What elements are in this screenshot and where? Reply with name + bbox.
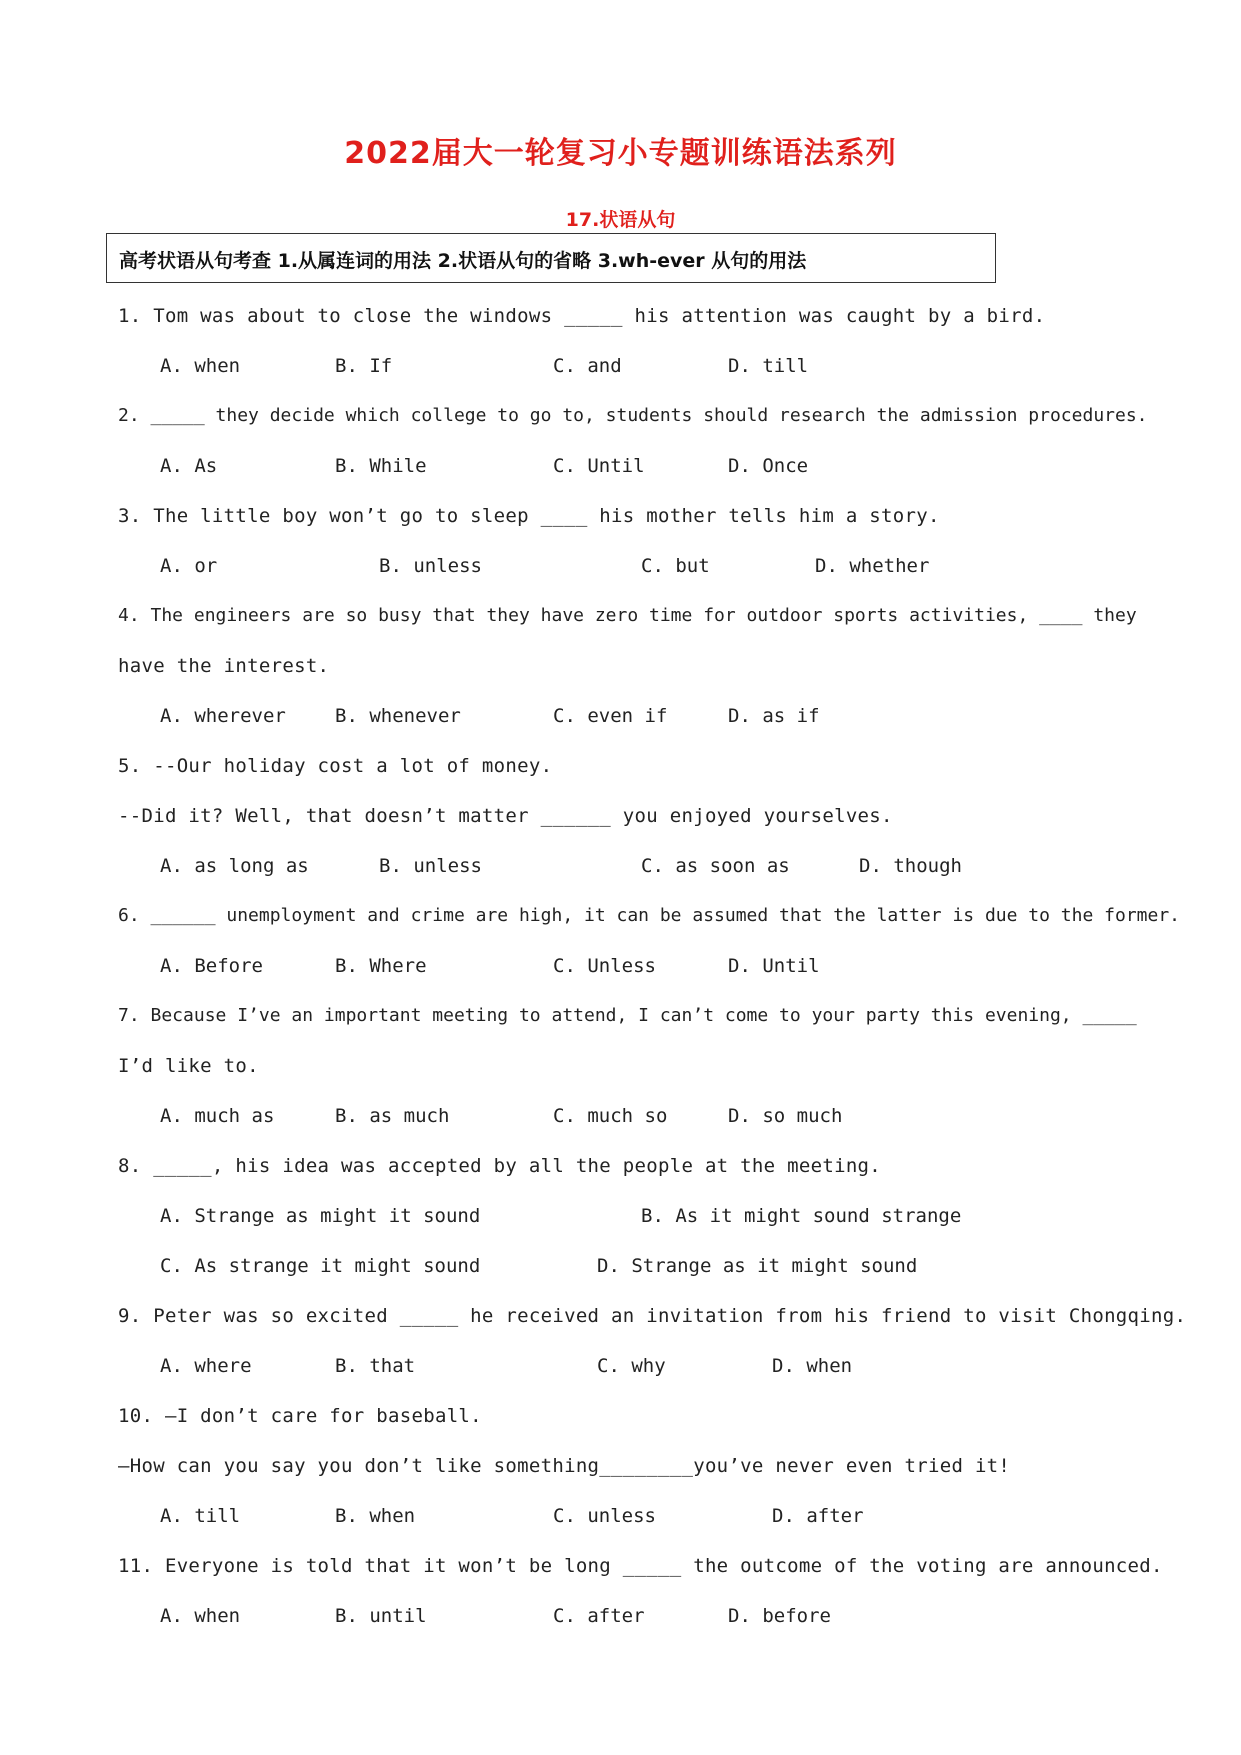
question-1-stem: 1. Tom was about to close the windows _____ his attention was caught by a bird. bbox=[118, 305, 1046, 327]
q10-option-c: C. unless bbox=[553, 1505, 656, 1527]
q4-option-c: C. even if bbox=[553, 705, 668, 727]
q5-option-c: C. as soon as bbox=[641, 855, 790, 877]
q11-option-a: A. when bbox=[160, 1605, 241, 1627]
summary-text: 高考状语从句考查 1.从属连词的用法 2.状语从句的省略 3.wh-ever 从句的用法 bbox=[119, 250, 807, 272]
q10-option-a: A. till bbox=[160, 1505, 241, 1527]
q7-option-b: B. as much bbox=[335, 1105, 450, 1127]
q11-option-c: C. after bbox=[553, 1605, 645, 1627]
q6-option-a: A. Before bbox=[160, 955, 263, 977]
q9-option-a: A. where bbox=[160, 1355, 252, 1377]
q1-option-c: C. and bbox=[553, 355, 622, 377]
q8-option-a: A. Strange as might it sound bbox=[160, 1205, 481, 1227]
q4-option-b: B. whenever bbox=[335, 705, 461, 727]
q7-option-a: A. much as bbox=[160, 1105, 275, 1127]
q3-option-b: B. unless bbox=[379, 555, 482, 577]
question-7-stem-continued: I’d like to. bbox=[118, 1055, 259, 1077]
q11-option-d: D. before bbox=[728, 1605, 831, 1627]
q5-option-a: A. as long as bbox=[160, 855, 309, 877]
q3-option-a: A. or bbox=[160, 555, 218, 577]
question-4-stem-continued: have the interest. bbox=[118, 655, 330, 677]
question-7-stem: 7. Because I’ve an important meeting to attend, I can’t come to your party this evening, _____ bbox=[118, 1005, 1137, 1026]
q6-option-b: B. Where bbox=[335, 955, 427, 977]
question-2-stem: 2. _____ they decide which college to go to, students should research the admission procedures. bbox=[118, 405, 1148, 426]
document-title: 2022届大一轮复习小专题训练语法系列 bbox=[344, 136, 897, 171]
q6-option-c: C. Unless bbox=[553, 955, 656, 977]
question-9-stem: 9. Peter was so excited _____ he received an invitation from his friend to visit Chongqing. bbox=[118, 1305, 1187, 1327]
q10-option-b: B. when bbox=[335, 1505, 416, 1527]
q9-option-c: C. why bbox=[597, 1355, 666, 1377]
q3-option-d: D. whether bbox=[815, 555, 930, 577]
q7-option-c: C. much so bbox=[553, 1105, 668, 1127]
question-8-stem: 8. _____, his idea was accepted by all the people at the meeting. bbox=[118, 1155, 882, 1177]
q5-option-b: B. unless bbox=[379, 855, 482, 877]
q4-option-d: D. as if bbox=[728, 705, 820, 727]
question-3-stem: 3. The little boy won’t go to sleep ____ his mother tells him a story. bbox=[118, 505, 940, 527]
question-4-stem: 4. The engineers are so busy that they have zero time for outdoor sports activities, ____ they bbox=[118, 605, 1137, 626]
q2-option-d: D. Once bbox=[728, 455, 809, 477]
question-5-stem: 5. --Our holiday cost a lot of money. bbox=[118, 755, 553, 777]
question-10-stem: 10. —I don’t care for baseball. bbox=[118, 1405, 482, 1427]
q2-option-a: A. As bbox=[160, 455, 218, 477]
q1-option-a: A. when bbox=[160, 355, 241, 377]
q9-option-b: B. that bbox=[335, 1355, 416, 1377]
q6-option-d: D. Until bbox=[728, 955, 820, 977]
question-10-stem-continued: —How can you say you don’t like something________you’ve never even tried it! bbox=[118, 1455, 1011, 1477]
q11-option-b: B. until bbox=[335, 1605, 427, 1627]
question-5-stem-continued: --Did it? Well, that doesn’t matter ______ you enjoyed yourselves. bbox=[118, 805, 893, 827]
q10-option-d: D. after bbox=[772, 1505, 864, 1527]
q8-option-d: D. Strange as it might sound bbox=[597, 1255, 918, 1277]
question-11-stem: 11. Everyone is told that it won’t be long _____ the outcome of the voting are announced. bbox=[118, 1555, 1163, 1577]
q1-option-d: D. till bbox=[728, 355, 809, 377]
q3-option-c: C. but bbox=[641, 555, 710, 577]
summary-box bbox=[106, 233, 996, 283]
q8-option-c: C. As strange it might sound bbox=[160, 1255, 481, 1277]
q5-option-d: D. though bbox=[859, 855, 962, 877]
q7-option-d: D. so much bbox=[728, 1105, 843, 1127]
q9-option-d: D. when bbox=[772, 1355, 853, 1377]
q8-option-b: B. As it might sound strange bbox=[641, 1205, 962, 1227]
q1-option-b: B. If bbox=[335, 355, 393, 377]
q4-option-a: A. wherever bbox=[160, 705, 286, 727]
q2-option-b: B. While bbox=[335, 455, 427, 477]
question-6-stem: 6. ______ unemployment and crime are high, it can be assumed that the latter is due to the former. bbox=[118, 905, 1181, 926]
q2-option-c: C. Until bbox=[553, 455, 645, 477]
document-subtitle: 17.状语从句 bbox=[565, 209, 676, 231]
